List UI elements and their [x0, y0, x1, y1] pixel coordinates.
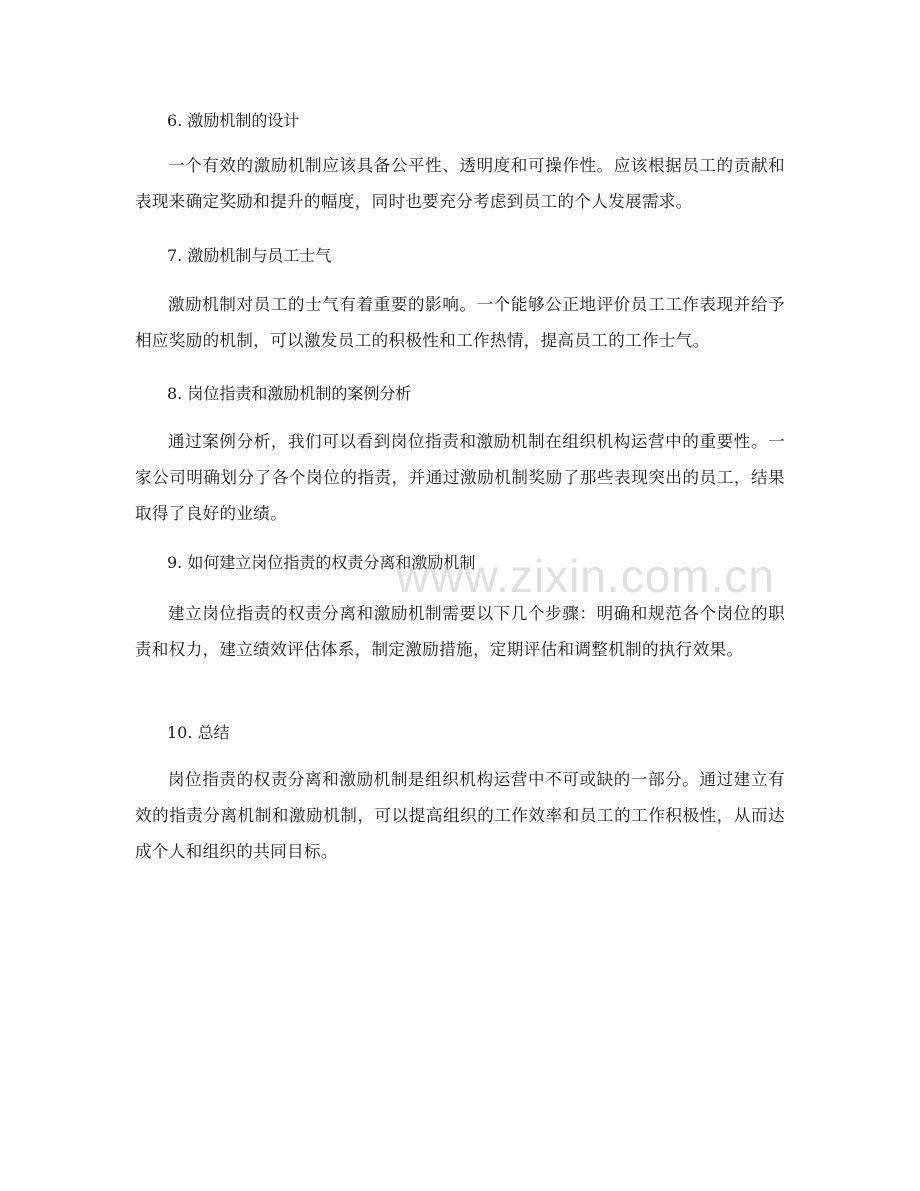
section-body-7: 激励机制对员工的士气有着重要的影响。一个能够公正地评价员工工作表现并给予相应奖励的机制，可以激发员工的积极性和工作热情，提高员工的工作士气。 [135, 295, 785, 350]
section-body-8: 通过案例分析，我们可以看到岗位指责和激励机制在组织机构运营中的重要性。一家公司明确划分了各个岗位的指责，并通过激励机制奖励了那些表现突出的员工，结果取得了良好的业绩。 [135, 432, 785, 523]
section-heading-7: 7. 激励机制与员工士气 [167, 246, 332, 265]
section-heading-10: 10. 总结 [167, 723, 230, 742]
section-body-6: 一个有效的激励机制应该具备公平性、透明度和可操作性。应该根据员工的贡献和表现来确定奖励和提升的幅度，同时也要充分考虑到员工的个人发展需求。 [135, 156, 785, 211]
section-heading-6: 6. 激励机制的设计 [167, 111, 300, 130]
section-body-10: 岗位指责的权责分离和激励机制是组织机构运营中不可或缺的一部分。通过建立有效的指责分离机制和激励机制，可以提高组织的工作效率和员工的工作积极性，从而达成个人和组织的共同目标。 [135, 770, 785, 861]
section-heading-9: 9. 如何建立岗位指责的权责分离和激励机制 [167, 553, 476, 572]
watermark-text: www.zixin.com.cn [396, 550, 775, 602]
section-body-9: 建立岗位指责的权责分离和激励机制需要以下几个步骤：明确和规范各个岗位的职责和权力，建立绩效评估体系，制定激励措施，定期评估和调整机制的执行效果。 [135, 604, 785, 659]
section-heading-8: 8. 岗位指责和激励机制的案例分析 [167, 384, 412, 403]
